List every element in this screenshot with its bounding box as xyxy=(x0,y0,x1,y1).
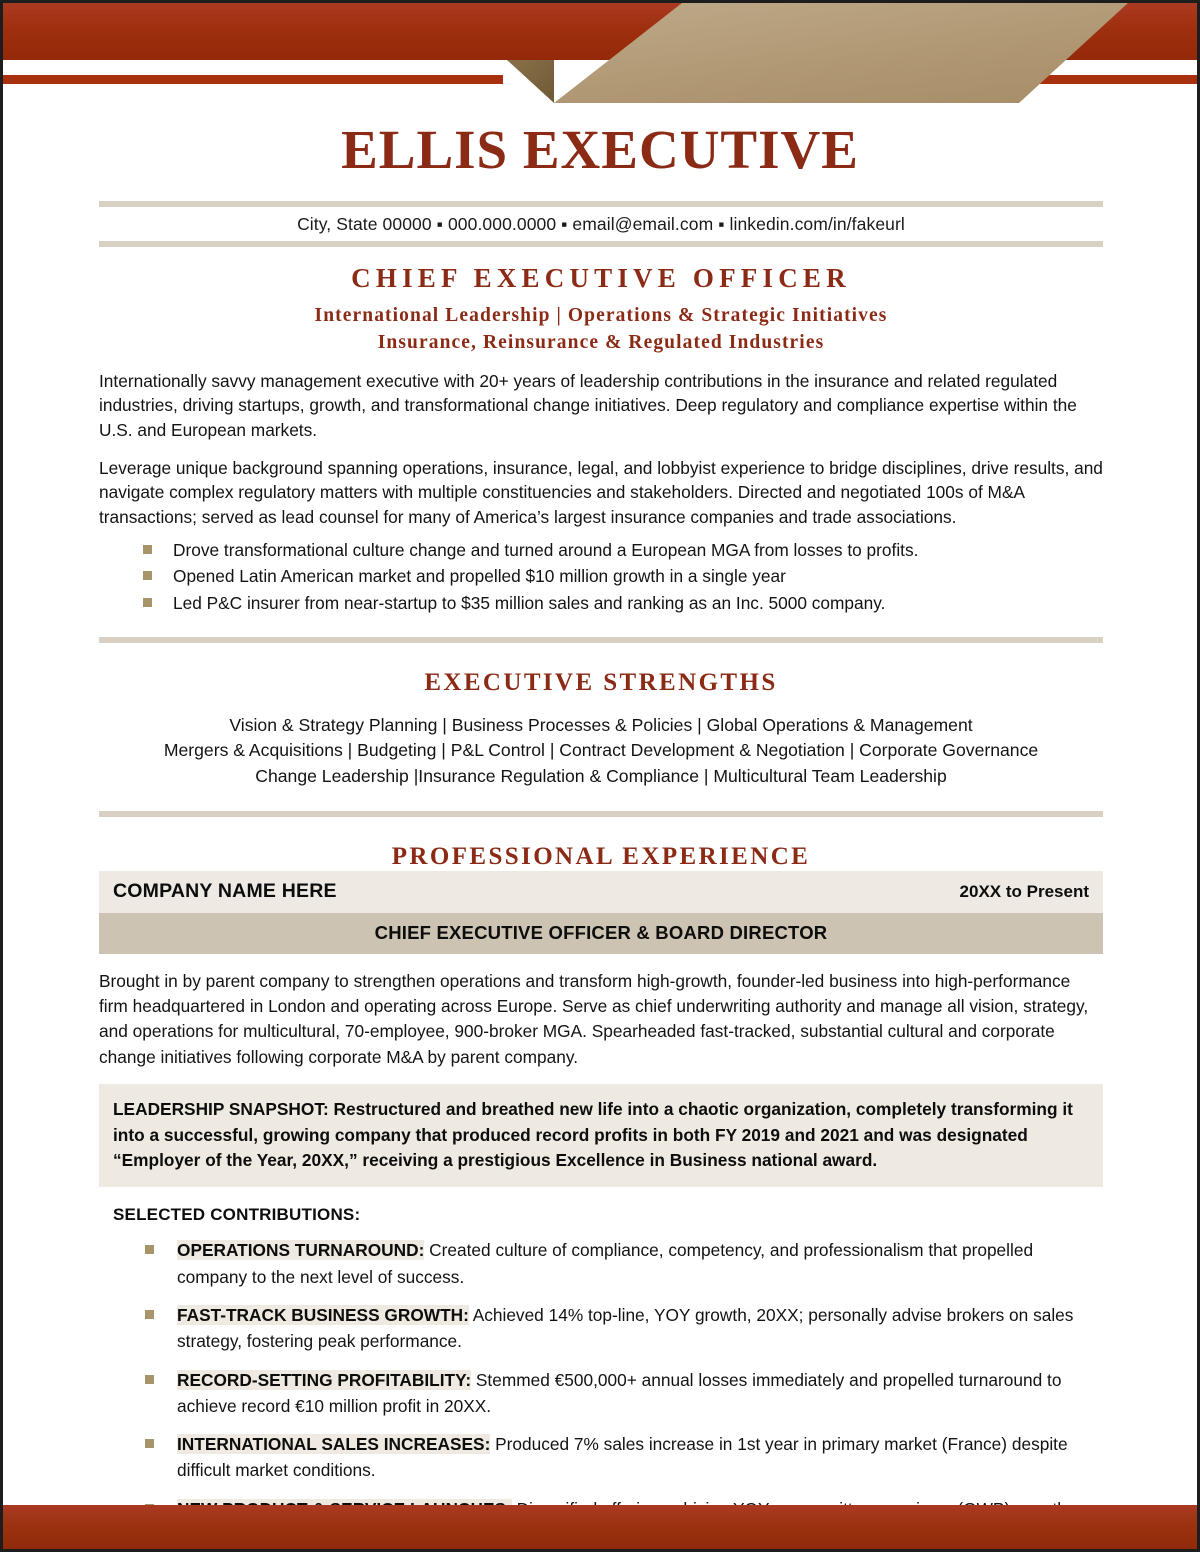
summary-paragraph-1: Internationally savvy management executive with 20+ years of leadership contributions in the insurance and related regulated industries, driving startups, growth, and transformational change initiatives. Deep regulatory and compliance expertise within the U.S. and European markets. xyxy=(99,370,1077,440)
strengths-line: Change Leadership |Insurance Regulation & Compliance | Multicultural Team Leadership xyxy=(255,765,947,786)
section-divider-experience-top xyxy=(99,811,1103,817)
name-block xyxy=(3,121,1197,179)
section-divider-strengths-top xyxy=(99,637,1103,643)
tagline-line-2: Insurance, Reinsurance & Regulated Industries xyxy=(377,331,825,353)
header-notch xyxy=(507,60,554,103)
contact-block xyxy=(99,201,1103,247)
list-item: Opened Latin American market and propelled $10 million growth in a single year xyxy=(143,564,1103,588)
contribution-text: Achieved 14% top-line, YOY growth, 20XX; personally advise brokers on sales strategy, fostering peak performance. xyxy=(177,1304,1074,1352)
contribution-text: Stemmed €500,000+ annual losses immediately and propelled turnaround to achieve record €10 million profit in 20XX. xyxy=(177,1369,1062,1416)
contact-line: City, State 00000 ▪ 000.000.0000 ▪ email@email.com ▪ linkedin.com/in/fakeurl xyxy=(297,214,905,234)
list-item xyxy=(145,1367,1103,1420)
list-item: Drove transformational culture change and turned around a European MGA from losses to profits. xyxy=(143,538,1103,562)
list-item xyxy=(145,1302,1103,1355)
section-heading-strengths: EXECUTIVE STRENGTHS xyxy=(424,668,778,696)
company-bar xyxy=(99,871,1103,913)
strengths-body xyxy=(99,713,1103,790)
role-title-bar: CHIEF EXECUTIVE OFFICER & BOARD DIRECTOR xyxy=(99,913,1103,954)
header-decoration xyxy=(3,3,1197,107)
experience-description: Brought in by parent company to strengthen operations and transform high-growth, founder-led business into high-performance firm headquartered in London and operating across Europe. Serve as chief underwriting authority and manage all vision, strategy, and operations for multicultural, 70-employee, 900-broker MGA. Spearheaded fast-tracked, substantial cultural and corporate change initiatives following corporate M&A by parent company. xyxy=(99,971,1089,1067)
summary-highlights-list xyxy=(99,538,1103,615)
target-job-title: CHIEF EXECUTIVE OFFICER xyxy=(351,263,851,293)
strengths-line: Mergers & Acquisitions | Budgeting | P&L Control | Contract Development & Negotiation | Corporate Governance xyxy=(163,740,1039,761)
contribution-lead: FAST-TRACK BUSINESS GROWTH: xyxy=(177,1304,469,1325)
contribution-lead: INTERNATIONAL SALES INCREASES: xyxy=(177,1434,491,1455)
resume-content xyxy=(99,261,1103,1552)
header-rule-left xyxy=(3,75,503,84)
section-heading-experience: PROFESSIONAL EXPERIENCE xyxy=(391,843,811,871)
list-item: Led P&C insurer from near-startup to $35 million sales and ranking as an Inc. 5000 company. xyxy=(143,591,1103,615)
contribution-lead: RECORD-SETTING PROFITABILITY: xyxy=(177,1369,472,1390)
footer-decoration xyxy=(3,1505,1197,1549)
company-name: COMPANY NAME HERE xyxy=(113,880,337,903)
contributions-list xyxy=(99,1237,1103,1548)
strengths-line: Vision & Strategy Planning | Business Processes & Policies | Global Operations & Management xyxy=(229,714,973,735)
contribution-lead: OPERATIONS TURNAROUND: xyxy=(177,1240,425,1261)
summary-paragraph-2: Leverage unique background spanning operations, insurance, legal, and lobbyist experience to bridge disciplines, drive results, and navigate complex regulatory matters with multiple constituencies and stakeholders. Directed and negotiated 100s of M&A transactions; served as lead counsel for many of America’s largest insurance companies and trade associations. xyxy=(99,457,1103,527)
candidate-name: ELLIS EXECUTIVE xyxy=(341,119,859,180)
list-item xyxy=(145,1431,1103,1484)
contact-rule-bottom xyxy=(99,241,1103,247)
contribution-text: Produced 7% sales increase in 1st year in primary market (France) despite difficult market conditions. xyxy=(177,1434,1068,1481)
contribution-text: Created culture of compliance, competency, and professionalism that propelled company to the next level of success. xyxy=(177,1240,1034,1287)
leadership-snapshot: LEADERSHIP SNAPSHOT: Restructured and breathed new life into a chaotic organization, completely transforming it into a successful, growing company that produced record profits in both FY 2019 and 2021 and was designated “Employer of the Year, 20XX,” receiving a prestigious Excellence in Business national award. xyxy=(99,1084,1103,1188)
tagline-line-1: International Leadership | Operations & Strategic Initiatives xyxy=(314,305,888,326)
list-item xyxy=(145,1237,1103,1290)
contributions-heading: SELECTED CONTRIBUTIONS: xyxy=(113,1205,361,1225)
employment-dates: 20XX to Present xyxy=(959,881,1089,901)
experience-entry xyxy=(99,871,1103,1548)
